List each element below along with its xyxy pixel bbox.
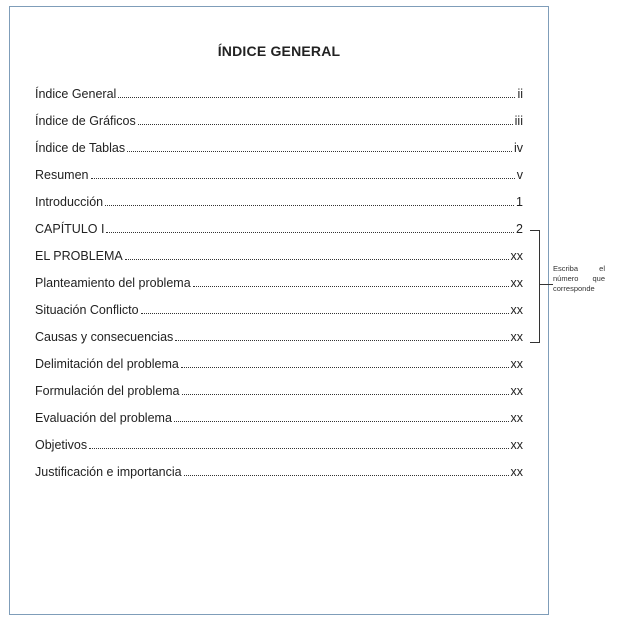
toc-dot-leader: [141, 303, 509, 314]
toc-entry: [35, 195, 523, 222]
toc-dot-leader: [175, 330, 508, 341]
toc-entry-label: Índice General: [35, 87, 117, 101]
toc-entry-page: xx: [510, 303, 523, 317]
toc-dot-leader: [174, 411, 509, 422]
toc-entry: [35, 276, 523, 303]
toc-entry-label: Introducción: [35, 195, 104, 209]
toc-entry: [35, 114, 523, 141]
toc-entry-page: xx: [510, 330, 523, 344]
toc-entry-label: Delimitación del problema: [35, 357, 179, 371]
toc-entry-page: xx: [510, 438, 523, 452]
toc-entry-label: Evaluación del problema: [35, 411, 172, 425]
toc-entry-label: Justificación e importancia: [35, 465, 182, 479]
annotation-note-line: número que: [553, 274, 605, 283]
toc-entry-page: xx: [510, 357, 523, 371]
toc-entry: [35, 222, 523, 249]
toc-entry-label: Índice de Tablas: [35, 141, 126, 155]
toc-dot-leader: [182, 384, 509, 395]
toc-dot-leader: [91, 168, 515, 179]
toc-entry: [35, 465, 523, 492]
toc-dot-leader: [193, 276, 509, 287]
toc-entry-label: Planteamiento del problema: [35, 276, 191, 290]
annotation-note: [553, 264, 605, 294]
annotation-bracket: [530, 230, 540, 343]
toc-dot-leader: [184, 465, 509, 476]
toc-entry-page: xx: [510, 384, 523, 398]
toc-entry-label: Índice de Gráficos: [35, 114, 136, 128]
toc-entry-page: v: [516, 168, 523, 182]
toc-entry: [35, 330, 523, 357]
toc-entry-page: xx: [510, 465, 523, 479]
annotation-note-line: corresponde: [553, 284, 595, 293]
page-title: ÍNDICE GENERAL: [217, 43, 341, 59]
toc-entry-label: Formulación del problema: [35, 384, 180, 398]
table-of-contents: [35, 87, 523, 492]
toc-dot-leader: [181, 357, 509, 368]
toc-dot-leader: [105, 195, 514, 206]
toc-entry-page: xx: [510, 276, 523, 290]
toc-entry: [35, 438, 523, 465]
toc-dot-leader: [106, 222, 514, 233]
toc-dot-leader: [89, 438, 508, 449]
toc-dot-leader: [118, 87, 515, 98]
toc-entry-label: CAPÍTULO I: [35, 222, 105, 236]
document-page: [9, 6, 549, 615]
toc-entry-page: xx: [510, 411, 523, 425]
toc-entry: [35, 384, 523, 411]
toc-entry-page: xx: [510, 249, 523, 263]
toc-entry-label: Situación Conflicto: [35, 303, 139, 317]
toc-dot-leader: [138, 114, 513, 125]
toc-entry: [35, 411, 523, 438]
toc-entry-label: EL PROBLEMA: [35, 249, 123, 263]
toc-entry-page: 2: [516, 222, 523, 236]
toc-entry-label: Causas y consecuencias: [35, 330, 174, 344]
toc-entry-page: 1: [516, 195, 523, 209]
annotation-connector: [539, 284, 553, 285]
toc-dot-leader: [125, 249, 509, 260]
toc-dot-leader: [127, 141, 512, 152]
toc-entry-label: Objetivos: [35, 438, 88, 452]
toc-entry: [35, 141, 523, 168]
toc-entry: [35, 168, 523, 195]
toc-entry: [35, 357, 523, 384]
toc-entry-page: iv: [513, 141, 523, 155]
toc-entry: [35, 249, 523, 276]
toc-entry-page: ii: [517, 87, 523, 101]
toc-entry: [35, 303, 523, 330]
toc-entry: [35, 87, 523, 114]
toc-entry-label: Resumen: [35, 168, 89, 182]
annotation-note-line: Escriba el: [553, 264, 605, 273]
toc-entry-page: iii: [514, 114, 523, 128]
